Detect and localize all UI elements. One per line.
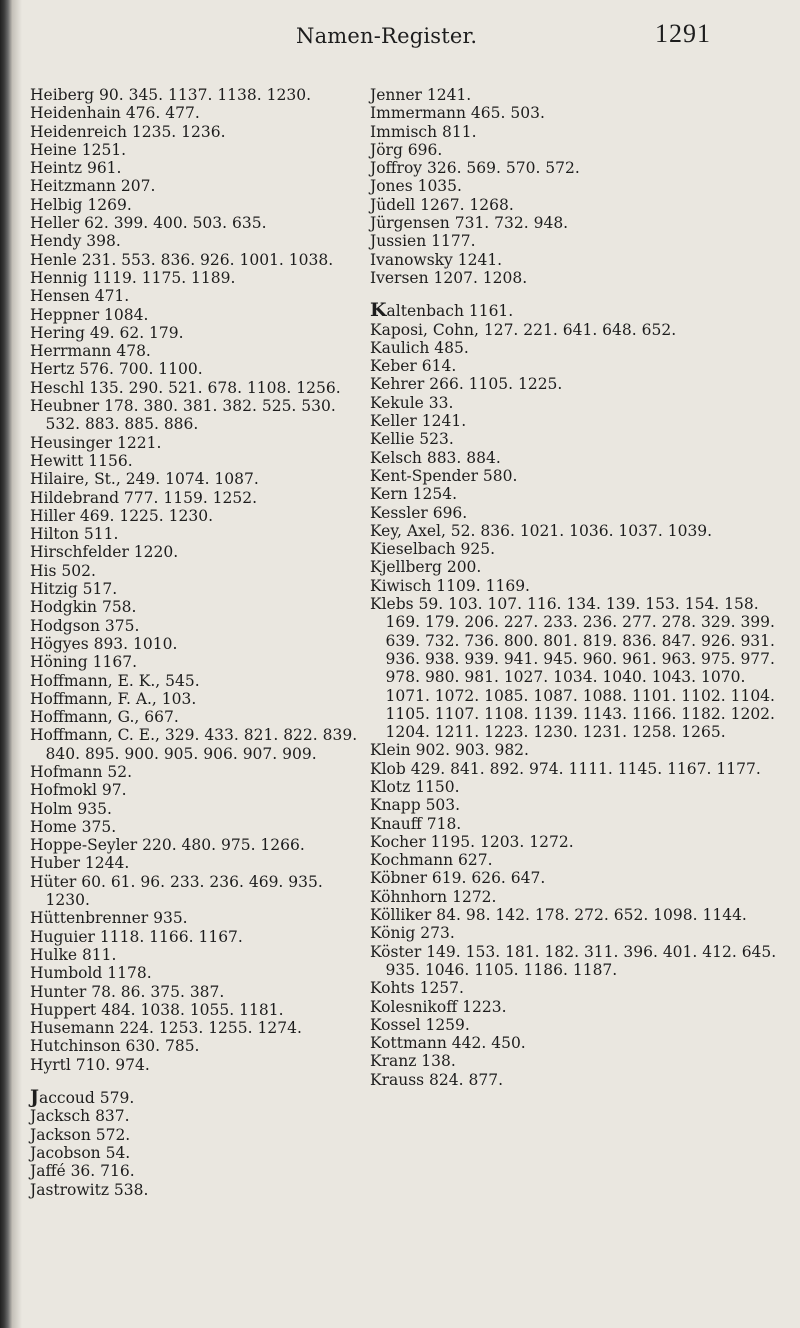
index-column-left [30,86,360,1199]
index-entry: Kaltenbach 1161. [370,299,514,322]
index-entry: Kranz 138. [370,1052,456,1071]
index-entry: Hennig 1119. 1175. 1189. [30,268,236,287]
page-title: Namen-Register. [296,24,478,48]
index-entry: Jussien 1177. [370,232,476,251]
index-entry: Högyes 893. 1010. [30,634,178,653]
index-entry: Jacobson 54. [30,1143,131,1162]
index-entry: Kochmann 627. [370,851,493,870]
page-gutter [0,0,12,1328]
index-entry: Keber 614. [370,357,457,376]
index-entry: Klebs 59. 103. 107. 116. 134. 139. 153. 154. 158. 169. 179. 206. 227. 233. 236. 277. 278. 329. 399. 639. 732. 736. 800. 801. 819. 836. 847. 926. 931. 936. 938. 939. 941. 945. 960. 961. 963. 975. 977. 978. 980. 981. 1027. 1034. 1040. 1043. 1070. 1071. 1072. 1085. 1087. 1088. 1101. 1102. 1104. 1105. 1107. 1108. 1139. 1143. 1166. 1182. 1202. 1204. 1211. 1223. 1230. 1231. 1258. 1265. [370,595,775,742]
index-entry: Heller 62. 399. 400. 503. 635. [30,214,267,233]
index-entry: Knapp 503. [370,796,461,815]
index-entry: Heine 1251. [30,140,127,159]
index-entry: Hunter 78. 86. 375. 387. [30,982,225,1001]
page-number: 1291 [655,19,711,48]
index-entry: Kehrer 266. 1105. 1225. [370,375,563,394]
index-entry: Hyrtl 710. 974. [30,1055,150,1074]
index-entry: Jacksch 837. [30,1107,130,1126]
page-header [0,14,800,64]
index-entry: Hoffmann, C. E., 329. 433. 821. 822. 839. 840. 895. 900. 905. 906. 907. 909. [30,726,358,763]
index-entry: Kaulich 485. [370,338,469,357]
index-entry: Kossel 1259. [370,1015,470,1034]
index-entry: Kohts 1257. [370,979,464,998]
index-entry: Kjellberg 200. [370,558,482,577]
index-entry: Jaccoud 579. [30,1086,135,1109]
index-entry: Herrmann 478. [30,342,151,361]
index-column-right [370,86,790,1089]
index-entry: Henle 231. 553. 836. 926. 1001. 1038. [30,250,334,269]
index-entry: Heusinger 1221. [30,433,162,452]
index-entry: Heidenreich 1235. 1236. [30,122,226,141]
index-entry: Köbner 619. 626. 647. [370,869,546,888]
index-entry: Heiberg 90. 345. 1137. 1138. 1230. [30,86,311,104]
gutter-shadow [12,0,22,1328]
index-entry: Huber 1244. [30,854,130,873]
index-entry: Hoffmann, F. A., 103. [30,689,197,708]
index-entry: Hodgson 375. [30,616,140,635]
index-entry: Hewitt 1156. [30,451,133,470]
index-entry: Hofmokl 97. [30,781,127,800]
index-entry: Hulke 811. [30,945,117,964]
index-entry: Klotz 1150. [370,777,460,796]
index-entry: Kiwisch 1109. 1169. [370,576,530,595]
index-entry: Joffroy 326. 569. 570. 572. [370,159,580,178]
index-entry: Heintz 961. [30,159,122,178]
index-entry: Kieselbach 925. [370,540,496,559]
index-entry: Ivanowsky 1241. [370,250,503,269]
index-entry: Home 375. [30,817,117,836]
index-entry: Höning 1167. [30,653,137,672]
index-entry: Heitzmann 207. [30,177,156,196]
index-entry: Hoppe-Seyler 220. 480. 975. 1266. [30,836,305,855]
index-entry: Humbold 1178. [30,964,152,983]
index-entry: Kessler 696. [370,503,468,522]
index-entry: Hilton 511. [30,525,119,544]
index-entry: Jaffé 36. 716. [30,1162,135,1181]
index-entry: Hüter 60. 61. 96. 233. 236. 469. 935. 1230. [30,872,323,910]
index-entry: Jenner 1241. [370,86,472,104]
index-entry: Heubner 178. 380. 381. 382. 525. 530. 532. 883. 885. 886. [30,397,336,434]
index-entry: Jürgensen 731. 732. 948. [370,214,569,233]
index-entry: Heschl 135. 290. 521. 678. 1108. 1256. [30,378,341,397]
index-entry: Hutchinson 630. 785. [30,1037,200,1056]
index-entry: Husemann 224. 1253. 1255. 1274. [30,1019,302,1038]
index-entry: Hüttenbrenner 935. [30,909,188,928]
index-entry: Jüdell 1267. 1268. [370,195,514,214]
index-entry: Hendy 398. [30,232,121,251]
index-entry: Keller 1241. [370,412,467,431]
index-entry: Hoffmann, G., 667. [30,708,179,727]
index-entry: Jones 1035. [370,177,462,196]
index-entry: Key, Axel, 52. 836. 1021. 1036. 1037. 1039. [370,521,713,540]
index-entry: Kellie 523. [370,430,454,449]
index-entry: Kocher 1195. 1203. 1272. [370,832,574,851]
index-entry: König 273. [370,924,455,943]
index-entry: Jastrowitz 538. [30,1180,149,1199]
index-entry: Kolesnikoff 1223. [370,997,507,1016]
index-entry: Hoffmann, E. K., 545. [30,671,200,690]
index-entry: Hilaire, St., 249. 1074. 1087. [30,470,259,489]
index-entry: Helbig 1269. [30,195,132,214]
index-entry: Holm 935. [30,799,112,818]
index-entry: Klein 902. 903. 982. [370,741,529,760]
index-entry: Iversen 1207. 1208. [370,268,528,287]
index-entry: Kölliker 84. 98. 142. 178. 272. 652. 1098. 1144. [370,906,747,925]
index-entry: Hensen 471. [30,287,130,306]
index-entry: Jörg 696. [370,140,443,159]
index-entry: Hitzig 517. [30,580,118,599]
index-entry: Kelsch 883. 884. [370,448,501,467]
index-entry: Hering 49. 62. 179. [30,323,184,342]
index-entry: Köhnhorn 1272. [370,887,497,906]
index-entry: Köster 149. 153. 181. 182. 311. 396. 401. 412. 645. 935. 1046. 1105. 1186. 1187. [370,942,777,979]
index-entry: Klob 429. 841. 892. 974. 1111. 1145. 1167. 1177. [370,759,761,778]
index-entry: Hildebrand 777. 1159. 1252. [30,488,258,507]
index-entry: Kern 1254. [370,485,458,504]
index-entry: Jackson 572. [30,1125,131,1144]
index-entry: Hirschfelder 1220. [30,543,179,562]
index-entry: Heidenhain 476. 477. [30,104,200,123]
index-entry: Hiller 469. 1225. 1230. [30,506,214,525]
index-entry: Huppert 484. 1038. 1055. 1181. [30,1000,284,1019]
index-entry: Hertz 576. 700. 1100. [30,360,203,379]
index-entry: Kent-Spender 580. [370,466,518,485]
index-entry: Krauss 824. 877. [370,1070,503,1089]
index-entry: Immisch 811. [370,122,477,141]
index-entry: Huguier 1118. 1166. 1167. [30,927,243,946]
index-entry: Kaposi, Cohn, 127. 221. 641. 648. 652. [370,320,677,339]
index-entry: Heppner 1084. [30,305,149,324]
index-entry: Immermann 465. 503. [370,104,545,123]
index-entry: His 502. [30,561,96,580]
index-entry: Kekule 33. [370,393,454,412]
index-entry: Knauff 718. [370,814,462,833]
index-entry: Kottmann 442. 450. [370,1034,526,1053]
index-entry: Hodgkin 758. [30,598,137,617]
index-entry: Hofmann 52. [30,762,133,781]
